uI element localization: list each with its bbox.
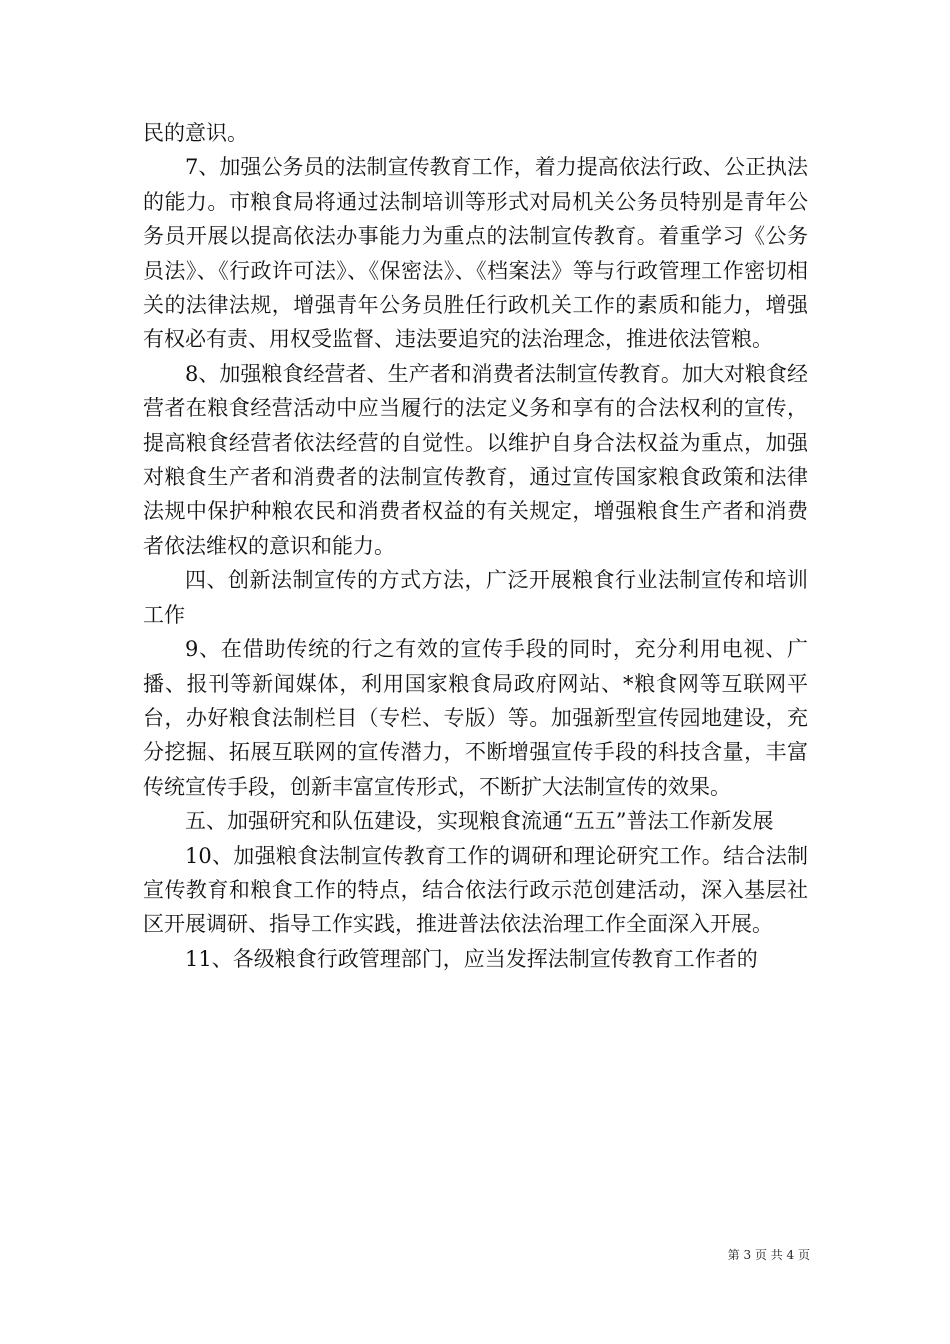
section-heading-4: 四、创新法制宣传的方式方法，广泛开展粮食行业法制宣传和培训工作 xyxy=(143,568,808,627)
page-number-footer: 第 3 页 共 4 页 xyxy=(727,1248,810,1262)
paragraph-continuation: 民的意识。 xyxy=(143,121,248,145)
paragraph-item-8: 8、加强粮食经营者、生产者和消费者法制宣传教育。加大对粮食经营者在粮食经营活动中应当履行的法定义务和享有的合法权利的宣传，提高粮食经营者依法经营的自觉性。以维护自身合法权益为重点，加强对粮食生产者和消费者的法制宣传教育，通过宣传国家粮食政策和法律法规中保护种粮农民和消费者权益的有关规定，增强粮食生产者和消费者依法维权的意识和能力。 xyxy=(143,361,808,558)
paragraph-item-9: 9、在借助传统的行之有效的宣传手段的同时，充分利用电视、广播、报刊等新闻媒体，利用国家粮食局政府网站、*粮食网等互联网平台，办好粮食法制栏目（专栏、专版）等。加强新型宣传园地建设，充分挖掘、拓展互联网的宣传潜力，不断增强宣传手段的科技含量，丰富传统宣传手段，创新丰富宣传形式，不断扩大法制宣传的效果。 xyxy=(143,637,808,799)
paragraph-item-7: 7、加强公务员的法制宣传教育工作，着力提高依法行政、公正执法的能力。市粮食局将通过法制培训等形式对局机关公务员特别是青年公务员开展以提高依法办事能力为重点的法制宣传教育。着重学习《公务员法》、《行政许可法》、《保密法》、《档案法》等与行政管理工作密切相关的法律法规，增强青年公务员胜任行政机关工作的素质和能力，增强有权必有责、用权受监督、违法要追究的法治理念，推进依法管粮。 xyxy=(143,155,808,352)
paragraph-item-11: 11、各级粮食行政管理部门，应当发挥法制宣传教育工作者的 xyxy=(185,946,758,971)
document-body xyxy=(143,116,808,976)
paragraph-item-10: 10、加强粮食法制宣传教育工作的调研和理论研究工作。结合法制宣传教育和粮食工作的特点，结合依法行政示范创建活动，深入基层社区开展调研、指导工作实践，推进普法依法治理工作全面深入开展。 xyxy=(143,843,808,937)
section-heading-5: 五、加强研究和队伍建设，实现粮食流通“五五”普法工作新发展 xyxy=(185,809,774,834)
